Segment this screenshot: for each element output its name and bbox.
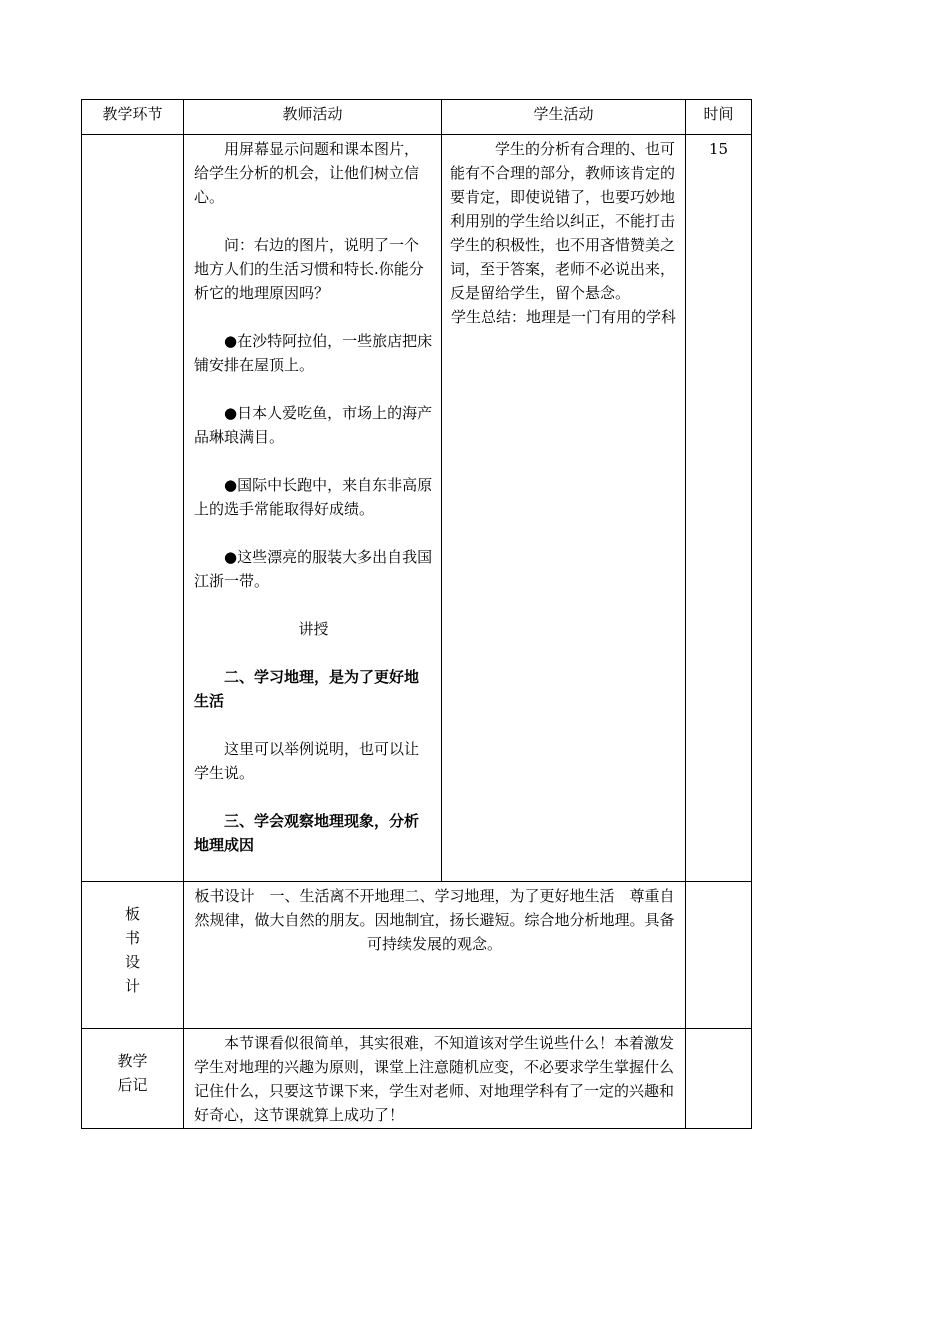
board-label-char: 计 [124, 977, 140, 995]
teacher-activity-cell [184, 135, 442, 882]
notes-time-empty [686, 1029, 752, 1129]
lecture-label: 讲授 [298, 620, 329, 638]
board-label-char: 书 [124, 929, 140, 947]
board-label-char: 设 [124, 953, 140, 971]
teaching-notes-row [82, 1029, 752, 1129]
board-design-row [82, 882, 752, 1029]
table-header-row [82, 100, 752, 135]
header-student-activity: 学生活动 [442, 100, 686, 135]
board-time-empty [686, 882, 752, 1029]
student-activity-cell [442, 135, 686, 882]
board-design-content: 板书设计 一、生活离不开地理二、学习地理，为了更好地生活 尊重自然规律，做大自然的朋友。因地制宜，扬长避短。综合地分析地理。具备可持续发展的观念。 [184, 882, 686, 1029]
lesson-plan-table [81, 99, 752, 1129]
section-cell-empty [82, 135, 184, 882]
notes-label-line: 后记 [117, 1076, 148, 1094]
heading-three: 三、学会观察地理现象，分析地理成因 [194, 812, 420, 854]
header-section: 教学环节 [82, 100, 184, 135]
student-summary: 学生总结：地理是一门有用的学科 [450, 308, 676, 326]
teacher-question: 问：右边的图片，说明了一个地方人们的生活习惯和特长.你能分析它的地理原因吗？ [194, 236, 424, 302]
board-design-label [82, 882, 184, 1029]
main-activity-row [82, 135, 752, 882]
bullet-jiangzhe: ●这些漂亮的服装大多出自我国江浙一带。 [194, 548, 433, 590]
bullet-east-africa: ●国际中长跑中，来自东非高原上的选手常能取得好成绩。 [194, 476, 433, 518]
heading-two: 二、学习地理，是为了更好地生活 [194, 668, 420, 710]
board-label-char: 板 [124, 905, 140, 923]
header-time: 时间 [686, 100, 752, 135]
notes-label-line: 教学 [117, 1052, 148, 1070]
teaching-notes-content [184, 1029, 686, 1129]
header-teacher-activity: 教师活动 [184, 100, 442, 135]
notes-text: 本节课看似很简单，其实很难，不知道该对学生说些什么！本着激发学生对地理的兴趣为原则，课堂上注意随机应变，不必要求学生掌握什么记住什么，只要这节课下来，学生对老师、对地理学科有了一定的兴趣和好奇心，这节课就算上成功了！ [194, 1034, 675, 1124]
teaching-notes-label [82, 1029, 184, 1129]
example-note: 这里可以举例说明，也可以让学生说。 [194, 740, 420, 782]
bullet-saudi: ●在沙特阿拉伯，一些旅店把床铺安排在屋顶上。 [194, 332, 433, 374]
bullet-japan: ●日本人爱吃鱼，市场上的海产品琳琅满目。 [194, 404, 433, 446]
time-cell: 15 [686, 135, 752, 882]
teacher-intro: 用屏幕显示问题和课本图片，给学生分析的机会，让他们树立信心。 [194, 140, 420, 206]
student-analysis: 学生的分析有合理的、也可能有不合理的部分，教师该肯定的要肯定，即使说错了，也要巧妙地利用别的学生给以纠正，不能打击学生的积极性，也不用吝惜赞美之词，至于答案，老师不必说出来，反是留给学生，留个悬念。 [450, 140, 676, 302]
